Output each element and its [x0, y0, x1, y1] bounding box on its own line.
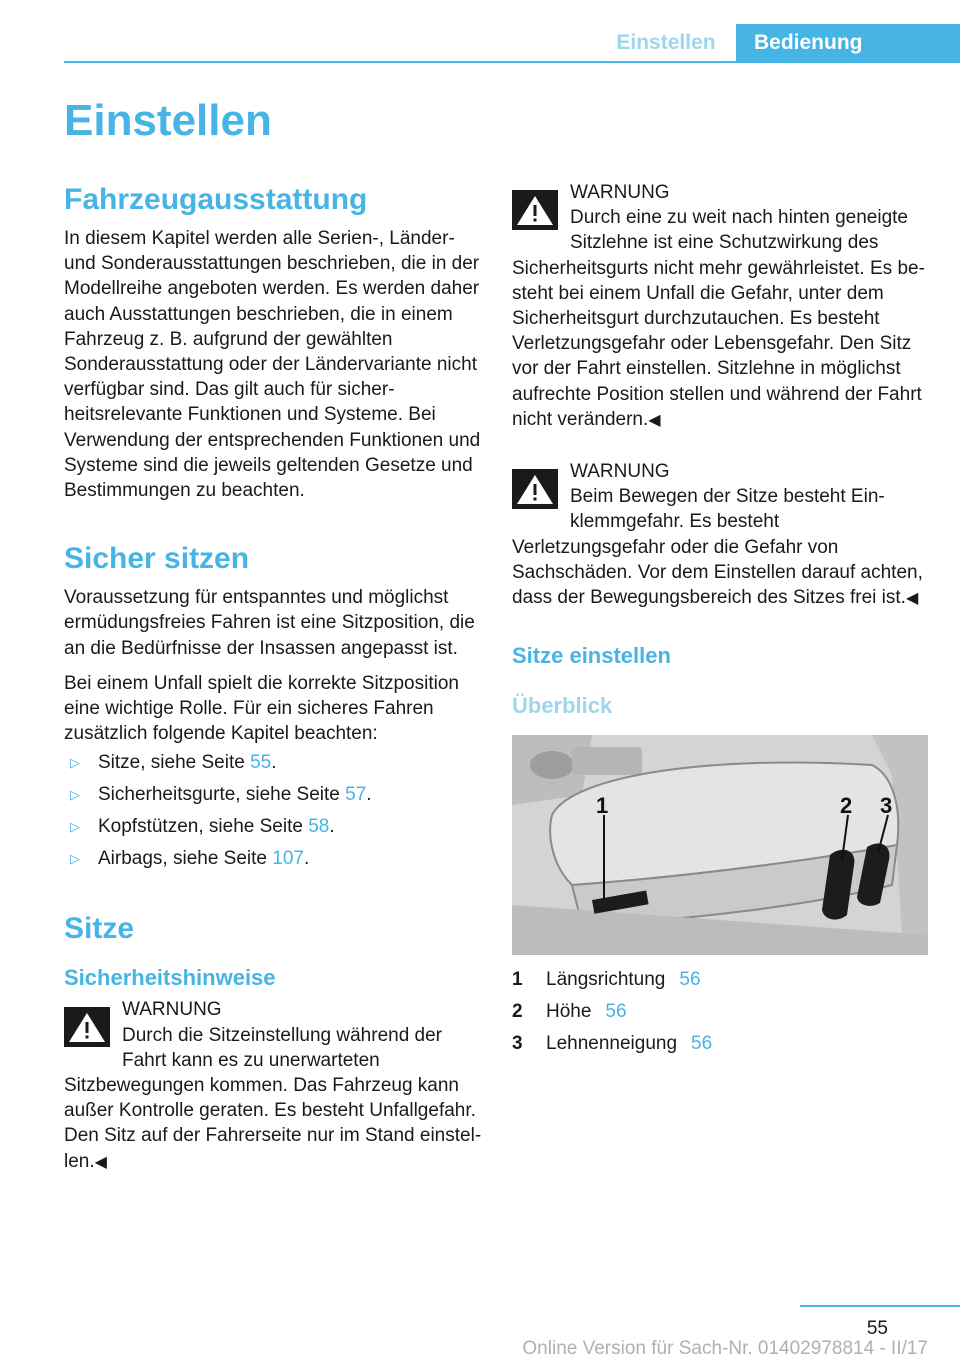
heading-sicherheitshinweise: Sicherheitshinweise: [64, 965, 276, 991]
online-version-text: Online Version für Sach-Nr. 01402978814 - II/17: [522, 1338, 928, 1359]
figure-label-3: 3: [880, 793, 893, 819]
page-link[interactable]: 57: [345, 784, 367, 806]
warning-text: Beim Bewegen der Sitze besteht Einklemmgefahr. Es besteht Verletzungsgefahr oder die Gefahr von Sachschäden. Vor dem Einstellen darauf achten, dass der Bewegungsbereich des Sitzes frei ist.: [512, 486, 923, 609]
page-link[interactable]: 56: [679, 969, 701, 991]
list-item-end: .: [303, 848, 310, 870]
triangle-bullet-icon: ▷: [70, 851, 80, 867]
heading-sitze-einstellen: Sitze einstellen: [512, 643, 671, 669]
legend-number: 2: [512, 1001, 523, 1023]
page-link[interactable]: 56: [605, 1001, 627, 1023]
list-item-text: Airbags, siehe Seite: [98, 848, 273, 870]
list-item-text: Sicherheitsgurte, siehe Seite: [98, 784, 346, 806]
right-column: [512, 180, 928, 1063]
header-rule: [64, 61, 960, 63]
warning-box: [64, 997, 484, 1174]
warning-triangle-icon: [512, 469, 558, 509]
left-column: [64, 180, 484, 1175]
legend-number: 1: [512, 969, 523, 991]
warning-box: [512, 459, 928, 611]
end-mark-icon: ◀: [94, 1153, 107, 1171]
para-sicher-sitzen-1: Voraussetzung für entspanntes und möglichst ermüdungsfreies Fahren ist eine Sitzposition, die an die Bedürfnisse der Insassen angepasst ist.: [64, 587, 475, 659]
header-tab-bedienung[interactable]: Bedienung: [736, 24, 960, 62]
warning-triangle-icon: [512, 190, 558, 230]
heading-ueberblick: Überblick: [512, 693, 613, 719]
heading-fahrzeugausstattung: Fahrzeugausstattung: [64, 183, 368, 216]
page-link[interactable]: 58: [308, 816, 330, 838]
para-fahrzeugausstattung: In diesem Kapitel werden alle Serien-, Länder- und Sonderausstattungen beschrieben, die in der Modellreihe angeboten werden. Es werden daher auch Ausstattungen beschrieben, die in einem Fahrzeug z. B. aufgrund der gewählten Sonderausstattung oder der Ländervariante nicht verfügbar sind. Das gilt auch für sicherheitsrelevante Funktionen und Systeme. Bei Verwendung der entsprechenden Funktionen und Systeme sind die jeweils geltenden Gesetze und Bestimmungen zu beachten.: [64, 228, 481, 502]
warning-triangle-icon: [64, 1007, 110, 1047]
triangle-bullet-icon: ▷: [70, 755, 80, 771]
warning-label: WARNUNG: [570, 461, 670, 483]
legend-label: Lehnenneigung: [546, 1033, 678, 1055]
legend-label: Höhe: [546, 1001, 592, 1023]
header-tab-einstellen[interactable]: Einstellen: [616, 31, 716, 54]
para-sicher-sitzen-2: Bei einem Unfall spielt die korrekte Sitzposition eine wichtige Rolle. Für ein sicheres Fahren zusätzlich folgende Kapitel beachten:: [64, 672, 459, 745]
seat-controls-figure: [512, 735, 928, 955]
end-mark-icon: ◀: [648, 411, 661, 429]
list-item-text: Sitze, siehe Seite: [98, 752, 251, 774]
list-item: [64, 782, 484, 807]
heading-sitze: Sitze: [64, 912, 135, 946]
page-link[interactable]: 107: [272, 848, 304, 870]
legend-row: [512, 999, 928, 1024]
warning-box: [512, 180, 928, 433]
figure-legend: [512, 967, 928, 1056]
list-item: [64, 814, 484, 839]
end-mark-icon: ◀: [905, 590, 919, 608]
legend-number: 3: [512, 1033, 523, 1055]
page-number: 55: [866, 1318, 888, 1339]
figure-label-1: 1: [596, 793, 609, 819]
list-item-end: .: [366, 784, 372, 806]
warning-text: Durch eine zu weit nach hinten geneigte Sitzlehne ist eine Schutzwirkung des Sicherheitsgurts nicht mehr gewährleistet. Es besteht bei einem Unfall die Gefahr, unter dem Sicherheitsgurt durchzutauchen. Es besteht Verletzungsgefahr oder Lebensgefahr. Den Sitz vor der Fahrt einstellen. Sitzlehne in möglichst aufrechte Position stellen und während der Fahrt nicht verändern.: [512, 207, 925, 430]
page-link[interactable]: 55: [250, 752, 272, 774]
warning-label: WARNUNG: [570, 182, 670, 203]
page-link[interactable]: 56: [691, 1033, 713, 1055]
triangle-bullet-icon: ▷: [70, 819, 80, 835]
legend-row: [512, 967, 928, 992]
warning-label: WARNUNG: [122, 999, 222, 1021]
legend-label: Längsrichtung: [546, 969, 666, 991]
list-item-end: .: [271, 752, 277, 774]
list-item-end: .: [329, 816, 335, 838]
chapter-list: [64, 750, 484, 871]
page-title: Einstellen: [64, 96, 272, 145]
seat-illustration: [512, 735, 928, 955]
warning-text: Durch die Sitzeinstellung während der Fahrt kann es zu unerwarteten Sitzbewegungen kommen. Das Fahrzeug kann außer Kontrolle geraten. Es besteht Unfallgefahr. Den Sitz auf der Fahrerseite nur im Stand einstellen.: [64, 1024, 482, 1172]
list-item: [64, 750, 484, 775]
triangle-bullet-icon: ▷: [70, 787, 80, 803]
footer-rule: [800, 1305, 960, 1307]
list-item-text: Kopfstützen, siehe Seite: [98, 816, 309, 838]
figure-label-2: 2: [840, 793, 853, 819]
heading-sicher-sitzen: Sicher sitzen: [64, 542, 250, 576]
legend-row: [512, 1031, 928, 1056]
list-item: [64, 846, 484, 871]
page-header: [0, 24, 960, 62]
